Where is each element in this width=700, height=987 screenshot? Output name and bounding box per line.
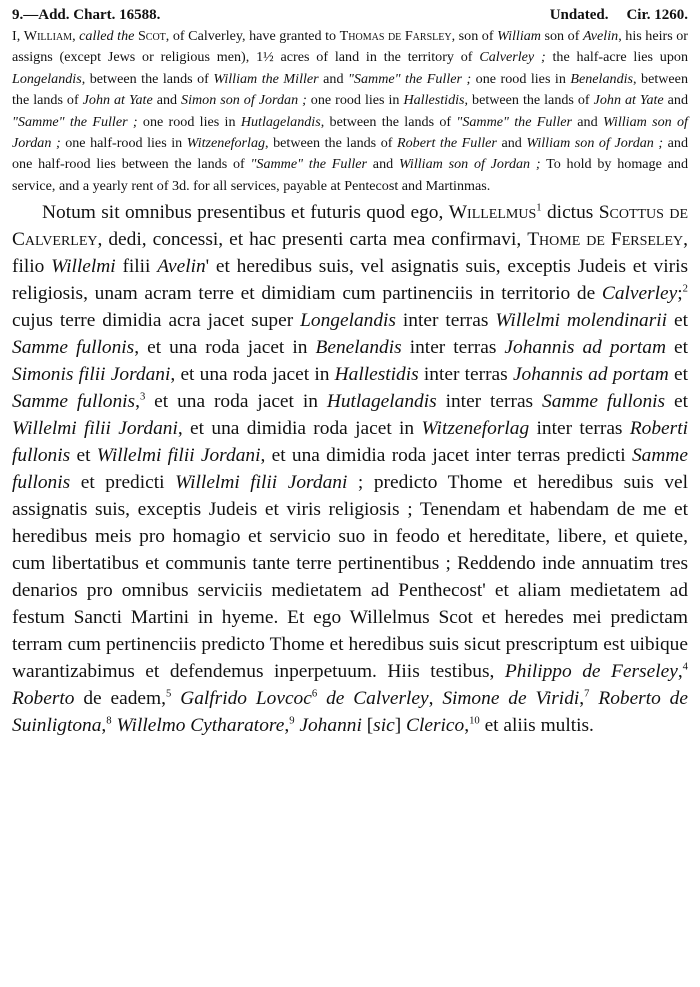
- italic-text: Simone de Viridi: [442, 688, 580, 710]
- text-run: and one half-rood lies between the lands of: [12, 135, 688, 173]
- text-run: inter terras: [418, 364, 513, 386]
- text-run: , between the lands of: [464, 92, 594, 109]
- text-run: , between the lands of: [320, 113, 457, 130]
- italic-text: William: [497, 28, 541, 44]
- text-run: , et una roda jacet in: [170, 364, 335, 386]
- italic-text: "Samme" the Fuller: [456, 113, 572, 130]
- text-run: et heredibus suis, vel asignatis suis, exceptis Judeis et viris religiosis, unam acram terre et dimidiam cum partinenciis in territorio de: [12, 256, 689, 305]
- text-run: , et una roda jacet in: [134, 337, 316, 359]
- footnote-marker: 2: [682, 282, 688, 295]
- italic-text: Johannis ad portam: [504, 337, 666, 359]
- text-run: , between the lands of: [265, 135, 397, 152]
- small-caps-name: Thome de Ferseley: [527, 229, 684, 251]
- italic-text: Roberto: [12, 688, 75, 710]
- italic-text: Longelandis: [300, 310, 396, 332]
- footnote-marker: 1: [536, 201, 542, 214]
- text-run: filii: [115, 256, 158, 278]
- text-run: one half-rood lies in: [60, 135, 187, 152]
- italic-text: Hallestidis: [403, 92, 465, 109]
- italic-text: Philippo de Ferseley: [504, 661, 678, 683]
- text-run: I,: [12, 28, 24, 44]
- italic-text: Samme fullonis: [12, 391, 136, 413]
- text-run: ,: [579, 688, 585, 710]
- italic-text: Roberto de Suinligtona: [12, 688, 688, 737]
- footnote-marker: 5: [165, 687, 172, 700]
- footnote-marker: 6: [311, 687, 318, 700]
- charter-heading: [12, 4, 688, 26]
- text-run: et: [665, 391, 688, 413]
- text-run: ,: [135, 391, 140, 413]
- text-run: and: [663, 92, 688, 109]
- italic-text: William son of Jordan ;: [398, 156, 541, 173]
- text-run: et: [667, 310, 688, 332]
- text-run: To hold by homage and service, and a yearly rent of 3d. for all services, payable at Pentecost and Martinmas.: [12, 156, 688, 194]
- text-run: , between the lands of: [12, 70, 688, 109]
- italic-text: "Samme" the Fuller ;: [348, 70, 472, 87]
- text-run: ,: [428, 688, 443, 710]
- undated-label: Undated.: [549, 7, 609, 23]
- italic-text: William son of Jordan ;: [12, 113, 688, 152]
- text-run: ,: [101, 715, 107, 737]
- text-run: ]: [394, 715, 407, 737]
- italic-text: Galfrido Lovcoc: [180, 688, 312, 710]
- italic-text: Willelmi filii Jordani: [12, 418, 178, 440]
- text-run: ': [205, 256, 210, 278]
- text-run: et aliis multis.: [479, 715, 594, 737]
- italic-text: Roberti fullonis: [12, 418, 688, 467]
- text-run: the half-acre lies upon: [545, 49, 688, 66]
- footnote-marker: 7: [584, 687, 590, 700]
- italic-text: Witzeneforlag: [186, 135, 266, 152]
- text-run: et: [665, 337, 688, 359]
- small-caps-name: Thomas de Farsley: [339, 28, 452, 44]
- italic-text: "Samme" the Fuller: [250, 156, 368, 173]
- text-run: and: [367, 156, 399, 173]
- charter-number: 9.—Add. Chart. 16588.: [12, 7, 161, 23]
- italic-text: Benelandis: [315, 337, 402, 359]
- italic-text: Robert the Fuller: [397, 135, 497, 152]
- text-run: ,: [284, 715, 290, 737]
- text-run: ,: [464, 715, 470, 737]
- italic-text: Johannis ad portam: [512, 364, 669, 386]
- text-run: son of: [540, 28, 583, 44]
- text-run: one rood lies in: [306, 92, 404, 109]
- italic-text: Willelmo Cytharatore: [116, 715, 285, 737]
- text-run: ; predicto Thome et heredibus suis vel assignatis suis, exceptis Judeis et viris religiosis ; Tenendam et habendam de me et heredibus meis pro homagio et servicio suo in feodo et hereditate, libere, et quiete, cum libertatibus et communis tante terre pertinentibus ; Reddendo inde annuatim tres denarios pro omnibus serviciis medietatem ad Penthecost' et aliam medietatem ad festum Sancti Martini in hyeme. Et ego Willelmus Scot et heredes mei predictam terram cum pertinenciis predicto Thome et heredibus suis sicut prescriptum est uibique warantizabimus et defendemus inperpetuum. Hiis testibus,: [12, 472, 688, 683]
- italic-text: Samme fullonis: [12, 337, 135, 359]
- italic-text: Johanni: [299, 715, 362, 737]
- italic-text: William son of Jordan ;: [526, 135, 664, 152]
- text-run: [171, 688, 180, 709]
- italic-text: Benelandis: [570, 70, 634, 87]
- italic-text: Willelmi: [51, 256, 116, 278]
- text-run: et predicti: [70, 472, 176, 494]
- english-abstract: [12, 26, 688, 197]
- italic-text: Samme fullonis: [12, 445, 688, 494]
- italic-text: Calverley: [601, 283, 678, 305]
- text-run: inter terras: [436, 391, 542, 413]
- italic-text: Willelmi filii Jordani: [175, 472, 348, 494]
- italic-text: Witzeneforlag: [421, 418, 530, 440]
- text-run: et una roda jacet in: [145, 391, 327, 413]
- small-caps-name: Scottus de Calverley: [12, 202, 689, 251]
- italic-text: Willelmi molendinarii: [495, 310, 668, 332]
- italic-text: Hallestidis: [334, 364, 419, 386]
- footnote-marker: 8: [106, 714, 112, 727]
- italic-text: Simonis filii Jordani: [12, 364, 171, 386]
- footnote-marker: 10: [469, 714, 480, 727]
- text-run: ,: [72, 28, 80, 44]
- text-run: and: [152, 92, 182, 109]
- italic-text: "Samme" the Fuller ;: [12, 113, 138, 130]
- text-run: , his heirs or assigns (except Jews or religious men), 1½ acres of land in the territory of: [12, 28, 688, 66]
- footnote-marker: 4: [682, 660, 688, 673]
- italic-text: Avelin: [582, 28, 619, 44]
- text-run: [317, 688, 326, 709]
- text-run: and: [318, 70, 349, 87]
- text-run: ;: [677, 283, 683, 305]
- text-run: , et una dimidia roda jacet in: [177, 418, 422, 440]
- italic-text: Hutlagelandis: [240, 113, 321, 130]
- text-run: , filio: [12, 229, 688, 278]
- text-run: and: [572, 113, 603, 130]
- italic-text: sic: [373, 715, 395, 737]
- italic-text: Hutlagelandis: [326, 391, 437, 413]
- text-run: [589, 688, 598, 709]
- text-run: one rood lies in: [471, 70, 571, 87]
- italic-text: John at Yate: [82, 92, 153, 109]
- italic-text: Willelmi filii Jordani: [96, 445, 261, 467]
- text-run: , dedi, concessi, et hac presenti carta mea confirmavi,: [97, 229, 528, 251]
- text-run: , between the lands of: [81, 70, 214, 87]
- italic-text: Samme fullonis: [542, 391, 666, 413]
- italic-text: Avelin: [157, 256, 206, 278]
- circa-date: Cir. 1260.: [626, 7, 688, 23]
- text-run: inter terras: [529, 418, 630, 440]
- text-run: de eadem,: [74, 688, 166, 710]
- text-run: cujus terre dimidia acra jacet super: [12, 310, 301, 332]
- small-caps-name: Willelmus: [448, 202, 537, 224]
- small-caps-name: Scot: [137, 28, 166, 44]
- footnote-marker: 3: [139, 390, 146, 403]
- charter-date: [550, 4, 688, 26]
- small-caps-name: William: [23, 28, 73, 44]
- text-run: one rood lies in: [137, 113, 241, 130]
- italic-text: William the Miller: [213, 70, 319, 87]
- text-run: dictus: [541, 202, 599, 224]
- latin-charter-text: [12, 199, 688, 739]
- text-run: et: [70, 445, 97, 467]
- text-run: ,: [677, 661, 683, 683]
- italic-text: Simon son of Jordan ;: [181, 92, 307, 109]
- text-run: Notum sit omnibus presentibus et futuris quod ego,: [42, 202, 449, 224]
- italic-text: Longelandis: [12, 70, 82, 87]
- text-run: , et una dimidia roda jacet inter terras predicti: [260, 445, 632, 467]
- text-run: inter terras: [401, 337, 505, 359]
- text-run: [: [361, 715, 374, 737]
- text-run: and: [496, 135, 527, 152]
- text-run: , of Calverley, have granted to: [165, 28, 340, 44]
- italic-text: Clerico: [406, 715, 465, 737]
- text-run: , son of: [451, 28, 498, 44]
- italic-text: John at Yate: [593, 92, 664, 109]
- italic-text: Calverley ;: [479, 49, 546, 66]
- italic-text: de Calverley: [326, 688, 429, 710]
- footnote-marker: 9: [289, 714, 295, 727]
- text-run: et: [668, 364, 689, 386]
- text-run: inter terras: [395, 310, 496, 332]
- italic-text: called the: [79, 28, 135, 44]
